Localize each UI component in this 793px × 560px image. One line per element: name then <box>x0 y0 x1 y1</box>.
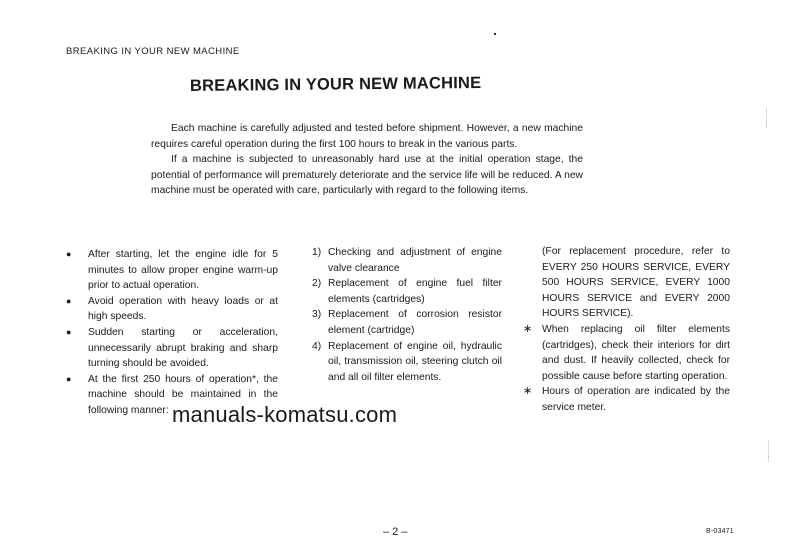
list-item <box>66 294 278 325</box>
list-item <box>66 247 278 294</box>
bullet-icon: ● <box>66 295 72 306</box>
item-number: 1) <box>312 247 322 258</box>
left-column <box>66 247 278 419</box>
page-title: BREAKING IN YOUR NEW MACHINE <box>189 73 482 95</box>
numbered-item <box>312 339 502 386</box>
asterisk-icon: ∗ <box>523 385 533 398</box>
note-text: When replacing oil filter elements (cartridges), check their interiors for dirt and dust. If heavily collected, check for possible cause before starting operation. <box>542 323 730 382</box>
document-code: B-03471 <box>706 528 734 535</box>
numbered-item-text: Replacement of engine fuel filter elements (cartridges) <box>328 278 502 305</box>
numbered-item-text: Replacement of engine oil, hydraulic oil, transmission oil, steering clutch oil and all oil filter elements. <box>328 340 502 383</box>
note-text: Hours of operation are indicated by the service meter. <box>542 386 730 413</box>
numbered-item <box>312 245 502 276</box>
list-item-text: After starting, let the engine idle for 5 minutes to allow proper engine warm-up prior to actual operation. <box>88 249 278 292</box>
page-number: – 2 – <box>383 526 408 538</box>
bullet-icon: ● <box>66 249 72 259</box>
list-item-text: Sudden starting or acceleration, unnecessarily abrupt braking and sharp turning should be avoided. <box>88 326 278 370</box>
intro-section <box>151 121 583 199</box>
numbered-item-text: Replacement of corrosion resistor element (cartridge) <box>328 309 502 336</box>
watermark: manuals-komatsu.com <box>172 402 398 427</box>
numbered-item <box>312 276 502 307</box>
scan-speck <box>494 33 496 35</box>
intro-paragraph: If a machine is subjected to unreasonably hard use at the initial operation stage, the potential of performance will prematurely deteriorate and the service life will be reduced. A new machine must be operated with care, particularly with regard to the following items. <box>151 154 583 197</box>
running-header: BREAKING IN YOUR NEW MACHINE <box>66 46 240 57</box>
list-item-text: Avoid operation with heavy loads or at high speeds. <box>88 295 278 323</box>
item-number: 4) <box>312 340 322 352</box>
intro-paragraph: Each machine is carefully adjusted and tested before shipment. However, a new machine requires careful operation during the first 100 hours to break in the various parts. <box>151 123 583 150</box>
list-item-text: At the first 250 hours of operation*, the machine should be maintained in the following manner: <box>88 373 278 416</box>
service-reference: (For replacement procedure, refer to EVERY 250 HOURS SERVICE, EVERY 500 HOURS SERVICE, EVERY 1000 HOURS SERVICE and EVERY 2000 HOURS SERVICE). <box>542 246 730 320</box>
numbered-item-text: Checking and adjustment of engine valve clearance <box>328 247 502 274</box>
asterisk-icon: ∗ <box>523 322 533 335</box>
margin-scan-mark: ········· <box>763 108 770 128</box>
list-item <box>66 325 278 372</box>
note-item <box>523 322 730 384</box>
middle-column <box>312 245 502 385</box>
numbered-item <box>312 307 502 338</box>
margin-scan-mark: ·········· <box>765 440 772 462</box>
right-column <box>523 244 730 416</box>
bullet-icon: ● <box>66 326 72 337</box>
bullet-icon: ● <box>66 373 72 384</box>
item-number: 3) <box>312 309 322 321</box>
note-item <box>523 384 730 415</box>
item-number: 2) <box>312 278 322 290</box>
